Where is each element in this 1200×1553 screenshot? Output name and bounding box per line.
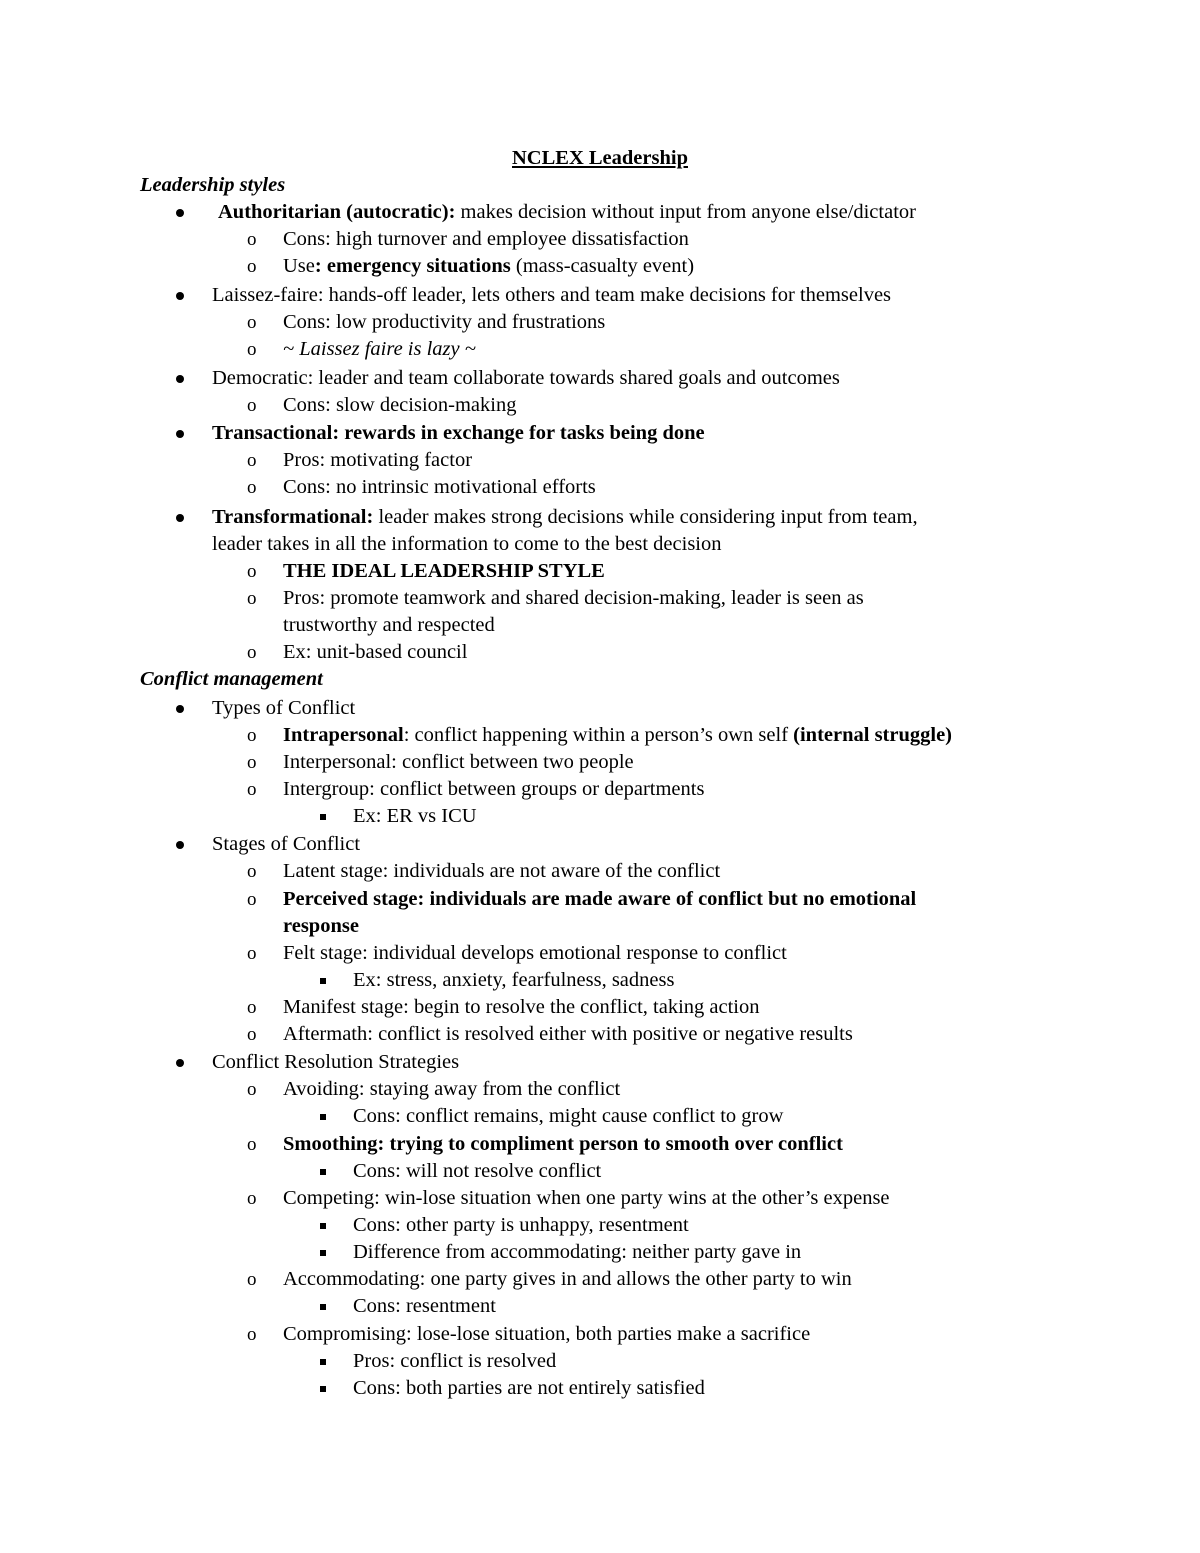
- item-text: leader takes in all the information to come to the best decision: [212, 533, 722, 555]
- item-text: Aftermath: conflict is resolved either with positive or negative results: [283, 1023, 853, 1045]
- list-item: [247, 1321, 811, 1348]
- item-text: Accommodating: one party gives in and allows the other party to win: [283, 1268, 852, 1290]
- item-text: Ex: ER vs ICU: [353, 805, 477, 827]
- bullet-circle-icon: o: [247, 229, 257, 250]
- list-item: [283, 913, 359, 940]
- item-text: Pros: conflict is resolved: [353, 1350, 557, 1372]
- item-text-bold: Perceived stage: individuals are made aware of conflict but no emotional: [283, 888, 917, 910]
- item-text: Manifest stage: begin to resolve the conflict, taking action: [283, 996, 760, 1018]
- bullet-dot-icon: [176, 841, 184, 849]
- item-text: Cons: low productivity and frustrations: [283, 311, 606, 333]
- list-item: [247, 585, 864, 612]
- item-text-italic: ~ Laissez faire is lazy ~: [283, 338, 476, 360]
- bullet-circle-icon: o: [247, 779, 257, 800]
- section-heading: Leadership styles: [140, 174, 286, 196]
- bullet-square-icon: [320, 1114, 326, 1120]
- item-text: Ex: unit-based council: [283, 641, 468, 663]
- item-text-bold: (internal struggle): [793, 724, 953, 746]
- list-item: [353, 1239, 801, 1266]
- bullet-circle-icon: o: [247, 312, 257, 333]
- item-text: Cons: slow decision-making: [283, 394, 517, 416]
- list-item: [212, 1049, 459, 1076]
- bullet-circle-icon: o: [247, 450, 257, 471]
- bullet-square-icon: [320, 1250, 326, 1256]
- list-item: [212, 695, 355, 722]
- list-item: [247, 776, 705, 803]
- item-text-bold: response: [283, 915, 359, 937]
- bullet-dot-icon: [176, 375, 184, 383]
- bullet-circle-icon: o: [247, 1324, 257, 1345]
- list-item: [353, 803, 477, 830]
- bullet-circle-icon: o: [247, 561, 257, 582]
- bullet-square-icon: [320, 814, 326, 820]
- bullet-dot-icon: [176, 209, 184, 217]
- bullet-circle-icon: o: [247, 889, 257, 910]
- item-text: Laissez-faire: hands-off leader, lets others and team make decisions for themselves: [212, 284, 892, 306]
- list-item: [247, 474, 596, 501]
- list-item: [212, 504, 918, 531]
- bullet-dot-icon: [176, 430, 184, 438]
- item-text: Competing: win-lose situation when one party wins at the other’s expense: [283, 1187, 890, 1209]
- item-text: Democratic: leader and team collaborate towards shared goals and outcomes: [212, 367, 840, 389]
- list-item: [247, 722, 953, 749]
- item-text: : conflict happening within a person’s own self: [403, 724, 794, 746]
- item-text: Pros: promote teamwork and shared decision-making, leader is seen as: [283, 587, 864, 609]
- item-text: Cons: both parties are not entirely satisfied: [353, 1377, 705, 1399]
- bullet-dot-icon: [176, 514, 184, 522]
- list-item: [247, 336, 476, 363]
- section-heading: Conflict management: [140, 668, 323, 690]
- item-text-bold: Transactional: rewards in exchange for tasks being done: [212, 422, 705, 444]
- item-text-bold: Intrapersonal: [283, 724, 404, 746]
- list-item: [247, 309, 606, 336]
- bullet-circle-icon: o: [247, 339, 257, 360]
- list-item: [247, 886, 917, 913]
- item-text-bold: THE IDEAL LEADERSHIP STYLE: [283, 560, 605, 582]
- list-item: [247, 558, 605, 585]
- item-text: Intergroup: conflict between groups or departments: [283, 778, 705, 800]
- list-item: [283, 612, 495, 639]
- list-item: [353, 1293, 496, 1320]
- bullet-circle-icon: o: [247, 588, 257, 609]
- bullet-dot-icon: [176, 292, 184, 300]
- list-item: [353, 1212, 689, 1239]
- bullet-circle-icon: o: [247, 752, 257, 773]
- bullet-circle-icon: o: [247, 256, 257, 277]
- item-text: makes decision without input from anyone else/dictator: [455, 201, 916, 223]
- list-item: [247, 858, 721, 885]
- list-item: [247, 226, 689, 253]
- bullet-circle-icon: o: [247, 477, 257, 498]
- item-text: Cons: resentment: [353, 1295, 496, 1317]
- bullet-circle-icon: o: [247, 1079, 257, 1100]
- bullet-circle-icon: o: [247, 642, 257, 663]
- item-text-bold: Transformational:: [212, 506, 374, 528]
- item-text: Stages of Conflict: [212, 833, 361, 855]
- list-item: [247, 392, 517, 419]
- item-text: Pros: motivating factor: [283, 449, 473, 471]
- bullet-square-icon: [320, 978, 326, 984]
- list-item: [353, 1103, 783, 1130]
- item-text: Use: [283, 255, 315, 277]
- item-text: Cons: other party is unhappy, resentment: [353, 1214, 689, 1236]
- list-item: [212, 831, 360, 858]
- item-text: trustworthy and respected: [283, 614, 495, 636]
- item-text: Difference from accommodating: neither party gave in: [353, 1241, 802, 1263]
- bullet-circle-icon: o: [247, 1188, 257, 1209]
- item-text: Compromising: lose-lose situation, both parties make a sacrifice: [283, 1323, 811, 1345]
- item-text: Felt stage: individual develops emotional response to conflict: [283, 942, 787, 964]
- item-text: Conflict Resolution Strategies: [212, 1051, 460, 1073]
- list-item: [212, 282, 891, 309]
- bullet-square-icon: [320, 1304, 326, 1310]
- list-item: [212, 365, 840, 392]
- item-text: Ex: stress, anxiety, fearfulness, sadness: [353, 969, 675, 991]
- bullet-circle-icon: o: [247, 395, 257, 416]
- list-item: [247, 1076, 621, 1103]
- list-item: [247, 1266, 852, 1293]
- list-item: [353, 1375, 705, 1402]
- bullet-dot-icon: [176, 705, 184, 713]
- list-item: [353, 1348, 556, 1375]
- list-item: [247, 1185, 890, 1212]
- bullet-square-icon: [320, 1169, 326, 1175]
- item-text: (mass-casualty event): [510, 255, 695, 277]
- bullet-circle-icon: o: [247, 1269, 257, 1290]
- list-item: [212, 531, 722, 558]
- bullet-circle-icon: o: [247, 1134, 257, 1155]
- list-item: [247, 940, 787, 967]
- bullet-circle-icon: o: [247, 861, 257, 882]
- item-text-bold: Smoothing: trying to compliment person to smooth over conflict: [283, 1133, 843, 1155]
- list-item: [247, 749, 634, 776]
- list-item: [247, 994, 760, 1021]
- item-text: Latent stage: individuals are not aware of the conflict: [283, 860, 721, 882]
- list-item: [247, 639, 468, 666]
- item-text: Avoiding: staying away from the conflict: [283, 1078, 621, 1100]
- item-text-bold: : emergency situations: [314, 255, 511, 277]
- list-item: [247, 253, 695, 280]
- list-item: [247, 1131, 843, 1158]
- item-text: Cons: no intrinsic motivational efforts: [283, 476, 596, 498]
- item-text: Types of Conflict: [212, 697, 356, 719]
- bullet-circle-icon: o: [247, 943, 257, 964]
- item-text: Cons: conflict remains, might cause conflict to grow: [353, 1105, 784, 1127]
- item-text: leader makes strong decisions while considering input from team,: [373, 506, 918, 528]
- bullet-square-icon: [320, 1386, 326, 1392]
- bullet-square-icon: [320, 1359, 326, 1365]
- list-item: [212, 420, 705, 447]
- item-text: Cons: high turnover and employee dissatisfaction: [283, 228, 689, 250]
- list-item: [353, 967, 674, 994]
- item-text: Interpersonal: conflict between two people: [283, 751, 634, 773]
- bullet-circle-icon: o: [247, 725, 257, 746]
- bullet-circle-icon: o: [247, 1024, 257, 1045]
- list-item: [247, 1021, 853, 1048]
- list-item: [218, 199, 916, 226]
- list-item: [247, 447, 473, 474]
- item-text-bold: Authoritarian (autocratic):: [218, 201, 456, 223]
- bullet-square-icon: [320, 1223, 326, 1229]
- item-text: Cons: will not resolve conflict: [353, 1160, 602, 1182]
- bullet-circle-icon: o: [247, 997, 257, 1018]
- list-item: [353, 1158, 601, 1185]
- bullet-dot-icon: [176, 1059, 184, 1067]
- page-title: NCLEX Leadership: [512, 147, 688, 169]
